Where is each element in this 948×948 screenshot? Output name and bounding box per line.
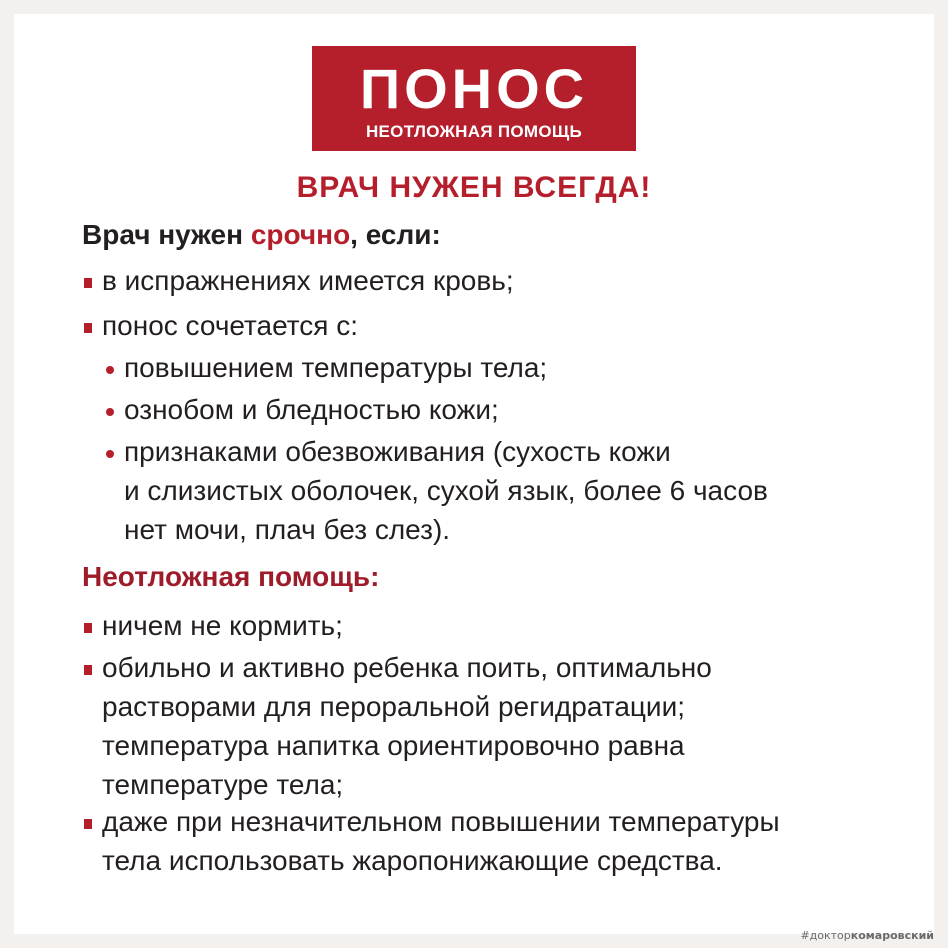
list-item: ничем не кормить;: [102, 610, 343, 641]
tagline: ВРАЧ НУЖЕН ВСЕГДА!: [296, 171, 652, 204]
urgent-heading: [82, 218, 441, 252]
urgent-heading-suffix: , если:: [350, 219, 441, 250]
watermark-name: комаровский: [850, 929, 934, 942]
bullet-square-icon: [84, 819, 92, 829]
urgent-heading-highlight: срочно: [250, 219, 351, 250]
title-banner: [312, 46, 636, 151]
watermark: [800, 929, 934, 942]
list-item: в испражнениях имеется кровь;: [102, 265, 514, 296]
list-item: обильно и активно ребенка поить, оптимально: [102, 652, 712, 683]
bullet-dot-icon: [106, 366, 114, 374]
bullet-square-icon: [84, 623, 92, 633]
list-item-continuation: растворами для пероральной регидратации;: [102, 691, 685, 722]
sub-list-item: повышением температуры тела;: [124, 352, 548, 383]
urgent-heading-prefix: Врач нужен: [82, 219, 251, 250]
sub-list-item: ознобом и бледностью кожи;: [124, 394, 499, 425]
page-title: ПОНОС: [359, 57, 589, 120]
bullet-square-icon: [84, 323, 92, 333]
list-item-continuation: температуре тела;: [102, 769, 344, 800]
list-item-continuation: тела использовать жаропонижающие средства.: [102, 845, 723, 876]
list-item: понос сочетается с:: [102, 310, 359, 341]
bullet-square-icon: [84, 278, 92, 288]
watermark-prefix: #доктор: [800, 929, 851, 942]
list-item-continuation: температура напитка ориентировочно равна: [102, 730, 685, 761]
help-heading: Неотложная помощь:: [82, 561, 380, 592]
bullet-dot-icon: [106, 408, 114, 416]
sub-list-item-continuation: и слизистых оболочек, сухой язык, более 6 часов: [124, 475, 768, 506]
bullet-dot-icon: [106, 450, 114, 458]
page-subtitle: НЕОТЛОЖНАЯ ПОМОЩЬ: [365, 122, 583, 141]
list-item: даже при незначительном повышении температуры: [102, 806, 780, 837]
sub-list-item: признаками обезвоживания (сухость кожи: [124, 436, 671, 467]
sub-list-item-continuation: нет мочи, плач без слез).: [124, 514, 451, 545]
bullet-square-icon: [84, 665, 92, 675]
